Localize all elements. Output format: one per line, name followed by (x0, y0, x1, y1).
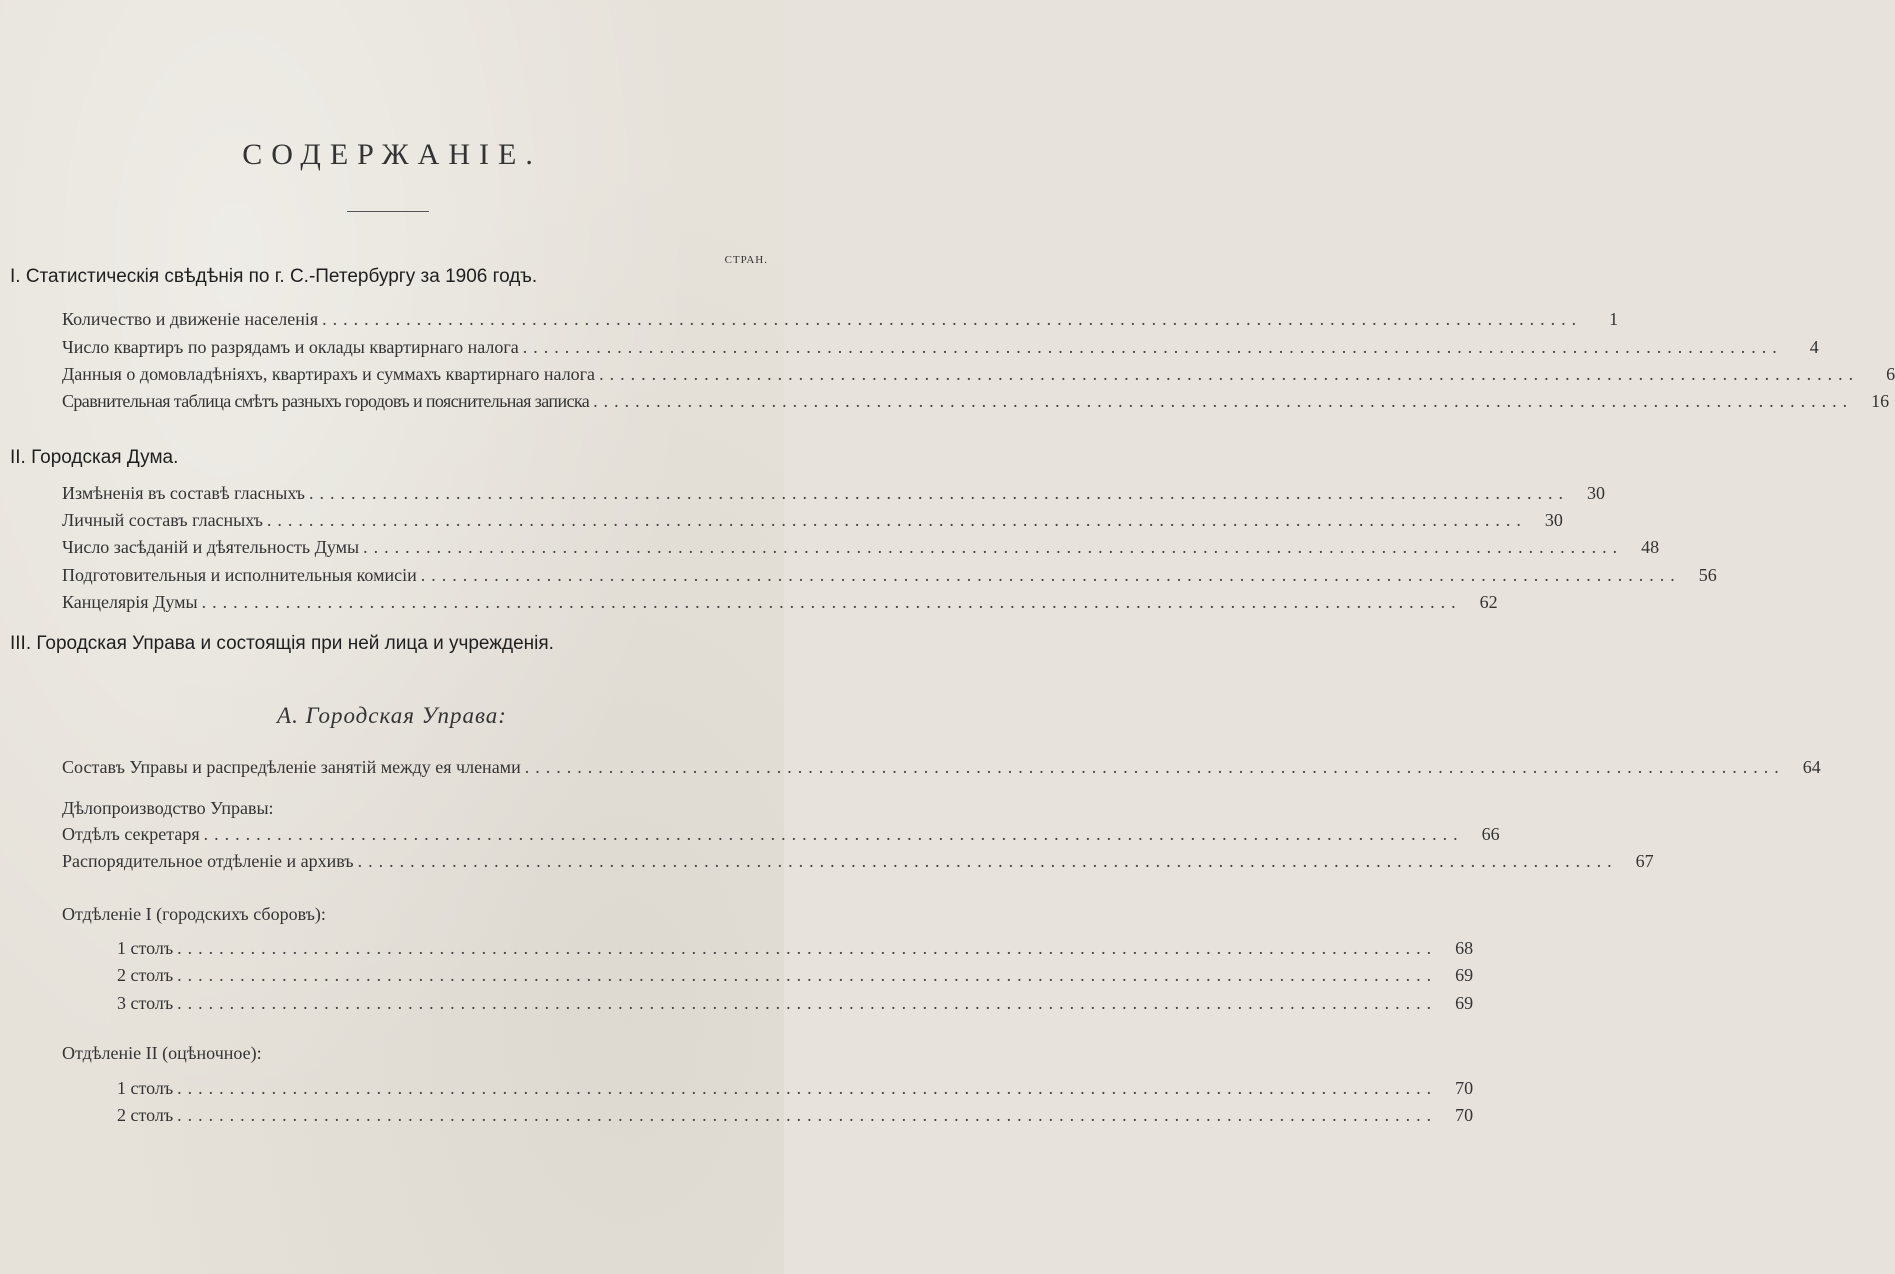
toc-entry-page: 4 (1809, 337, 1819, 357)
title-divider (347, 211, 429, 212)
toc-entry-label: 1 столъ (117, 938, 174, 958)
toc-entry-label: Личный составъ гласныхъ (62, 510, 263, 530)
leader-dots: ........................................................................................................................ (177, 1078, 1438, 1098)
toc-entry-label: Сравнительная таблица смѣтъ разныхъ городовъ и пояснительная записка (62, 391, 590, 411)
toc-entry[interactable] (117, 993, 1474, 1017)
leader-dots: ........................................................................................................................ (203, 824, 1464, 844)
toc-entry[interactable] (117, 965, 1474, 989)
toc-entry-page: 69 (1455, 965, 1474, 985)
leader-dots: ........................................................................................................................ (177, 1105, 1438, 1125)
toc-entry-label: 2 столъ (117, 1105, 174, 1125)
toc-entry[interactable] (62, 364, 1895, 388)
toc-entry[interactable] (62, 483, 1605, 507)
leader-dots: ........................................................................................................................ (177, 993, 1438, 1013)
toc-entry-label: Измѣненія въ составѣ гласныхъ (62, 483, 305, 503)
toc-entry-label: Подготовительныя и исполнительныя комисіи (62, 565, 417, 585)
toc-entry-page: 68 (1455, 938, 1474, 958)
toc-entry-page: 70 (1455, 1078, 1474, 1098)
page-title: СОДЕРЖАНІЕ. (242, 138, 542, 171)
toc-entry-page: 66 (1481, 824, 1500, 844)
toc-entry-label: Составъ Управы и распредѣленіе занятій между ея членами (62, 757, 521, 777)
section-heading-statistics: I. Статистическія свѣдѣнія по г. С.-Петербургу за 1906 годъ. (10, 266, 538, 287)
toc-entry-page: 67 (1635, 851, 1654, 871)
section-heading-uprava: III. Городская Управа и состоящія при ней лица и учрежденія. (10, 633, 554, 654)
toc-entry[interactable] (62, 757, 1821, 781)
leader-dots: ........................................................................................................................ (266, 510, 1527, 530)
toc-entry-page: 62 (1479, 592, 1498, 612)
group-heading: Отдѣленіе I (городскихъ сборовъ): (62, 904, 326, 924)
leader-dots: ........................................................................................................................ (599, 364, 1860, 384)
toc-entry-label: Данныя о домовладѣніяхъ, квартирахъ и суммахъ квартирнаго налога (62, 364, 596, 384)
toc-entry-page: 30 (1544, 510, 1563, 530)
toc-entry[interactable] (62, 824, 1500, 848)
leader-dots: ........................................................................................................................ (322, 309, 1583, 329)
leader-dots: ........................................................................................................................ (308, 483, 1569, 503)
toc-entry-page: 16 (1871, 391, 1890, 411)
toc-entry-label: 3 столъ (117, 993, 174, 1013)
toc-entry[interactable] (62, 592, 1498, 616)
toc-entry-label: 1 столъ (117, 1078, 174, 1098)
toc-entry[interactable] (62, 510, 1563, 534)
toc-entry-page: 48 (1641, 537, 1660, 557)
toc-entry-page: 56 (1698, 565, 1717, 585)
toc-entry-label: Канцелярія Думы (62, 592, 198, 612)
toc-entry[interactable] (62, 337, 1819, 361)
toc-entry-label: Число квартиръ по разрядамъ и оклады квартирнаго налога (62, 337, 519, 357)
toc-entry-page: 64 (1802, 757, 1821, 777)
group-heading: Отдѣленіе II (оцѣночное): (62, 1043, 262, 1063)
toc-entry-page: 70 (1455, 1105, 1474, 1125)
leader-dots: ........................................................................................................................ (357, 851, 1618, 871)
section-heading-duma: II. Городская Дума. (10, 447, 179, 468)
group-heading: Дѣлопроизводство Управы: (62, 798, 274, 818)
toc-entry[interactable] (117, 1105, 1474, 1129)
toc-entry[interactable] (117, 938, 1474, 962)
toc-entry[interactable] (62, 309, 1619, 333)
leader-dots: ........................................................................................................................ (177, 965, 1438, 985)
leader-dots: ........................................................................................................................ (201, 592, 1462, 612)
leader-dots: ........................................................................................................................ (593, 391, 1854, 411)
toc-entry-label: Распорядительное отдѣленіе и архивъ (62, 851, 354, 871)
page-column-header: СТРАН. (724, 254, 768, 266)
toc-entry[interactable] (62, 851, 1654, 875)
toc-entry-label: Число засѣданій и дѣятельность Думы (62, 537, 360, 557)
toc-entry-page: 30 (1586, 483, 1605, 503)
leader-dots: ........................................................................................................................ (524, 757, 1785, 777)
leader-dots: ........................................................................................................................ (522, 337, 1783, 357)
toc-entry-page: 1 (1609, 309, 1619, 329)
toc-entry[interactable] (117, 1078, 1474, 1102)
toc-entry-label: Отдѣлъ секретаря (62, 824, 200, 844)
toc-entry-label: Количество и движеніе населенія (62, 309, 319, 329)
leader-dots: ........................................................................................................................ (420, 565, 1681, 585)
toc-entry-label: 2 столъ (117, 965, 174, 985)
toc-entry[interactable] (62, 391, 1890, 415)
leader-dots: ........................................................................................................................ (177, 938, 1438, 958)
toc-entry-page: 69 (1455, 993, 1474, 1013)
leader-dots: ........................................................................................................................ (363, 537, 1624, 557)
toc-entry[interactable] (62, 537, 1660, 561)
toc-entry-page: 6 (1886, 364, 1895, 384)
toc-entry[interactable] (62, 565, 1717, 589)
subsection-heading: А. Городская Управа: (277, 703, 507, 728)
